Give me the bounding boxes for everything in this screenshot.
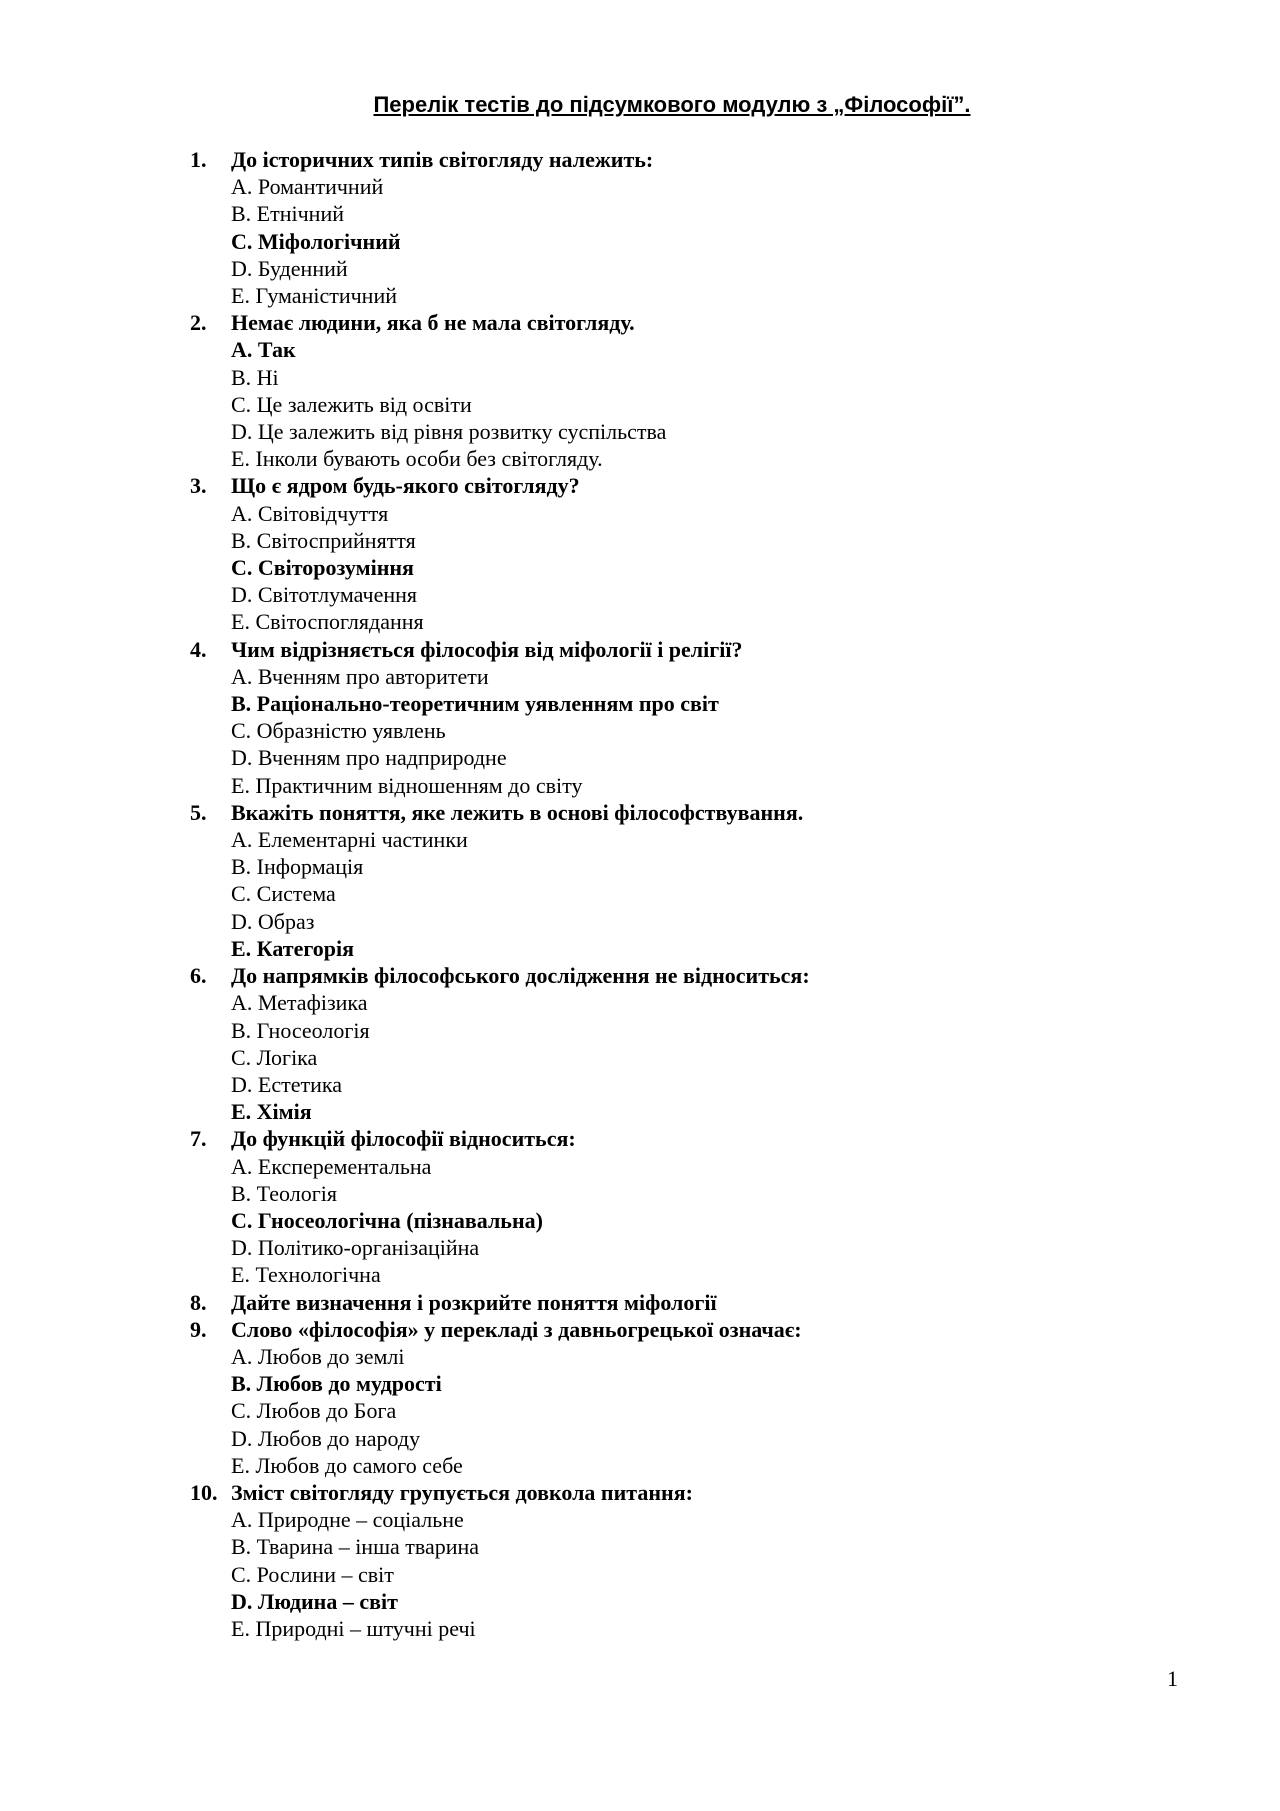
question-item xyxy=(190,472,1210,635)
answer-option: A. Елементарні частинки xyxy=(231,827,468,853)
question-text: До історичних типів світогляду належить: xyxy=(231,147,654,172)
answer-option: D. Образ xyxy=(231,908,315,934)
question-number: 7. xyxy=(190,1126,207,1152)
question-item xyxy=(190,1289,1210,1316)
answer-option: A. Експерементальна xyxy=(231,1153,432,1179)
question-text: Слово «філософія» у перекладі з давньогрецької означає: xyxy=(231,1316,802,1342)
question-line xyxy=(190,146,1210,173)
question-item xyxy=(190,1479,1210,1642)
answer-option: A. Вченням про авторитети xyxy=(231,663,489,689)
question-text: До функцій філософії відноситься: xyxy=(231,1126,576,1152)
question-text: Дайте визначення і розкрийте поняття міфології xyxy=(231,1289,717,1315)
question-item xyxy=(190,799,1210,962)
answer-option: D. Естетика xyxy=(231,1071,342,1097)
question-text: Що є ядром будь-якого світогляду? xyxy=(231,473,580,499)
question-line xyxy=(190,472,1210,499)
answer-option: A. Любов до землі xyxy=(231,1343,405,1369)
answer-option: B. Етнічний xyxy=(231,201,344,227)
answer-option: E. Природні – штучні речі xyxy=(231,1615,476,1641)
answer-option: A. Метафізика xyxy=(231,990,368,1016)
question-line xyxy=(190,1289,1210,1316)
answer-option: B. Тварина – інша тварина xyxy=(231,1534,480,1560)
answer-option: A. Світовідчуття xyxy=(231,500,389,526)
answer-option: C. Система xyxy=(231,881,336,907)
answer-option: B. Ні xyxy=(231,364,279,390)
question-item xyxy=(190,636,1210,799)
answer-option-correct: E. Хімія xyxy=(231,1099,312,1125)
question-item xyxy=(190,309,1210,472)
question-item xyxy=(190,962,1210,1125)
answer-list xyxy=(190,500,1210,636)
document-title: Перелік тестів до підсумкового модулю з „Філософії”. xyxy=(373,92,971,117)
answer-option: B. Гносеологія xyxy=(231,1017,370,1043)
answer-option-correct: D. Людина – світ xyxy=(231,1588,398,1614)
answer-list xyxy=(190,1343,1210,1479)
answer-option: E. Любов до самого себе xyxy=(231,1452,463,1478)
answer-option: B. Світосприйняття xyxy=(231,527,416,553)
question-line xyxy=(190,962,1210,989)
answer-option-correct: C. Світорозуміння xyxy=(231,555,414,581)
question-line xyxy=(190,636,1210,663)
question-item xyxy=(190,1316,1210,1479)
question-line xyxy=(190,309,1210,336)
answer-option: C. Любов до Бога xyxy=(231,1398,397,1424)
question-number: 10. xyxy=(190,1479,218,1505)
question-number: 5. xyxy=(190,799,207,825)
question-number: 6. xyxy=(190,963,207,989)
answer-option: E. Світоспоглядання xyxy=(231,609,424,635)
answer-list xyxy=(190,826,1210,962)
question-line xyxy=(190,1479,1210,1506)
answer-option-correct: B. Раціонально-теоретичним уявленням про світ xyxy=(231,691,719,717)
question-text: Чим відрізняється філософія від міфології і релігії? xyxy=(231,636,743,662)
answer-option: E. Гуманістичний xyxy=(231,283,397,309)
question-text: До напрямків філософського дослідження не відноситься: xyxy=(231,963,810,989)
question-item xyxy=(190,146,1210,309)
answer-option: D. Політико-організаційна xyxy=(231,1235,480,1261)
question-text: Немає людини, яка б не мала світогляду. xyxy=(231,310,635,336)
answer-option: E. Технологічна xyxy=(231,1262,381,1288)
answer-option-correct: C. Гносеологічна (пізнавальна) xyxy=(231,1207,543,1233)
answer-option-correct: A. Так xyxy=(231,337,296,363)
answer-option: B. Теологія xyxy=(231,1180,337,1206)
answer-list xyxy=(190,1153,1210,1289)
answer-list xyxy=(190,989,1210,1125)
question-number: 4. xyxy=(190,636,207,662)
answer-option: B. Інформація xyxy=(231,854,364,880)
answer-option: E. Практичним відношенням до світу xyxy=(231,772,583,798)
answer-option-correct: E. Категорія xyxy=(231,935,355,961)
answer-option: A. Романтичний xyxy=(231,174,384,200)
question-line xyxy=(190,1125,1210,1152)
answer-option-correct: B. Любов до мудрості xyxy=(231,1371,442,1397)
question-number: 9. xyxy=(190,1316,207,1342)
answer-option: D. Буденний xyxy=(231,255,348,281)
answer-list xyxy=(190,663,1210,799)
answer-list xyxy=(190,1506,1210,1642)
question-text: Вкажіть поняття, яке лежить в основі філософствування. xyxy=(231,799,804,825)
question-number: 2. xyxy=(190,310,207,336)
answer-option: C. Рослини – світ xyxy=(231,1561,394,1587)
answer-option: D. Любов до народу xyxy=(231,1425,421,1451)
question-item xyxy=(190,1125,1210,1288)
question-number: 8. xyxy=(190,1289,207,1315)
answer-option: C. Це залежить від освіти xyxy=(231,391,472,417)
answer-option: E. Інколи бувають особи без світогляду. xyxy=(231,446,603,472)
answer-option: A. Природне – соціальне xyxy=(231,1507,464,1533)
answer-option: D. Це залежить від рівня розвитку суспільства xyxy=(231,419,667,445)
question-line xyxy=(190,799,1210,826)
page-number: 1 xyxy=(1167,1666,1178,1691)
question-number: 3. xyxy=(190,473,207,499)
answer-option: D. Вченням про надприродне xyxy=(231,745,507,771)
question-text: Зміст світогляду групується довкола питання: xyxy=(231,1479,693,1505)
question-line xyxy=(190,1316,1210,1343)
answer-option-correct: C. Міфологічний xyxy=(231,228,401,254)
question-list xyxy=(190,146,1210,1642)
question-number: 1. xyxy=(190,147,207,172)
answer-list xyxy=(190,336,1210,472)
answer-option: C. Образністю уявлень xyxy=(231,718,446,744)
answer-option: D. Світотлумачення xyxy=(231,582,418,608)
answer-option: C. Логіка xyxy=(231,1044,318,1070)
answer-list xyxy=(190,173,1210,309)
